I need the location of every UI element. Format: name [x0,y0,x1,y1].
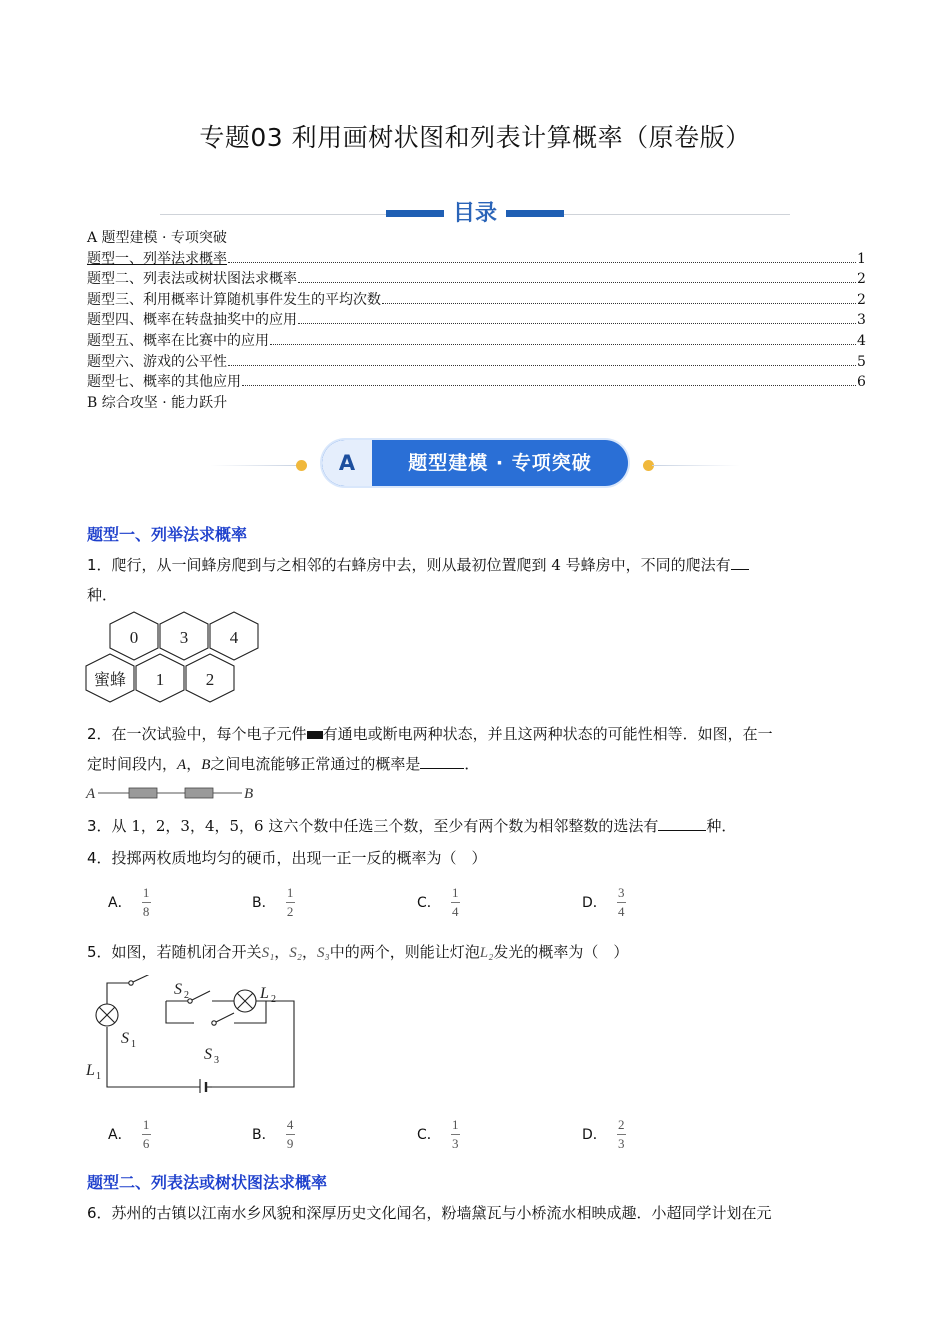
option-c[interactable] [417,1114,460,1154]
question-text: 如图，若随机闭合开关 [111,943,262,961]
answer-blank[interactable] [731,554,749,570]
toc-entry-page: 2 [857,271,866,288]
l1-subscript: 1 [96,1071,101,1082]
hex-label: 1 [155,670,165,689]
banner-text: 题型建模 · 专项突破 [408,452,592,474]
hex-label: 3 [179,628,189,647]
question-number: 2． [87,725,112,743]
s2-label: S [174,981,182,998]
question-text-end: 种． [706,817,737,835]
toc-entry[interactable] [87,331,865,352]
option-fraction: $\frac{1}{3}$ [452,1116,459,1151]
component-rect [185,788,213,798]
s2-subscript: 2 [184,990,189,1001]
table-of-contents [87,228,865,413]
option-label: A． [108,1127,132,1143]
option-b[interactable] [252,882,295,922]
toc-header-bar-left [386,210,444,217]
option-fraction: $\frac{1}{6}$ [142,1116,150,1151]
s1-label: S [121,1030,129,1047]
s1-subscript: 1 [131,1039,136,1050]
option-fraction: $\frac{3}{4}$ [618,884,625,919]
toc-leader [270,344,856,345]
option-label: B． [252,895,276,911]
s3-label: S [204,1046,212,1063]
option-b[interactable] [252,1114,295,1154]
option-label: B． [252,1127,276,1143]
answer-blank[interactable] [420,753,464,769]
option-fraction: $\frac{1}{8}$ [142,884,150,919]
toc-entry-label: 题型四、概率在转盘抽奖中的应用 [87,312,297,329]
option-fraction: $\frac{2}{3}$ [618,1116,625,1151]
ab-circuit-figure [84,782,264,804]
question-text: 爬行，从一间蜂房爬到与之相邻的右蜂房中去，则从最初位置爬到 4 号蜂房中，不同的爬法有 [111,556,731,574]
circuit-figure [84,975,304,1093]
toc-entry-label: 题型二、列表法或树状图法求概率 [87,271,297,288]
question-text: 之间电流能够正常通过的概率是 [210,755,421,773]
option-fraction: $\frac{4}{9}$ [286,1116,294,1151]
point-a-label: A [86,786,96,802]
option-label: A． [108,895,132,911]
toc-entry-page: 4 [857,332,866,349]
toc-entry-label: 题型五、概率在比赛中的应用 [87,332,269,349]
banner-pill [322,440,628,486]
toc-header [160,196,790,228]
separator: ， [186,755,202,773]
question-text: 在一次试验中，每个电子元件 [111,725,307,743]
switch-s3: S₃ [317,945,330,961]
toc-entry-label: 题型七、概率的其他应用 [87,374,241,391]
toc-header-bar-right [506,210,564,217]
question-number: 5． [87,943,112,961]
point-b-label: B [244,786,254,802]
switch-s2: S₂ [289,945,303,961]
question-text: 苏州的古镇以江南水乡风貌和深厚历史文化闻名，粉墙黛瓦与小桥流水相映成趣．小超同学计划在元 [111,1204,772,1222]
question-text: 投掷两枚质地均匀的硬币，出现一正一反的概率为（ ） [111,849,487,867]
toc-entry[interactable] [87,290,865,311]
question-number: 1． [87,556,112,574]
option-d[interactable] [582,882,626,922]
option-label: C． [417,895,441,911]
section-heading: 题型一、列举法求概率 [87,525,248,544]
toc-entry[interactable] [87,310,865,331]
toc-entry-page: 3 [857,312,866,329]
toc-header-line-right [564,214,790,215]
toc-entry-label: 题型三、利用概率计算随机事件发生的平均次数 [87,291,381,308]
switch-s1-icon [129,981,133,985]
hex-label: 0 [129,628,139,647]
banner-line-left [210,465,298,466]
question-text-end: ． [464,755,480,773]
toc-leader [298,282,856,283]
question-text: 定时间段内， [87,755,178,773]
component-rect [129,788,157,798]
toc-leader [242,385,856,386]
question-2 [87,719,867,780]
question-text: 从 1，2，3，4，5，6 这六个数中任选三个数，至少有两个数为相邻整数的选法有 [111,817,659,835]
option-label: C． [417,1127,441,1143]
toc-entry[interactable] [87,269,865,290]
toc-leader [382,303,856,304]
var-a: A [177,757,187,773]
option-a[interactable] [108,882,151,922]
component-icon [307,731,323,739]
toc-entry[interactable] [87,249,865,270]
option-a[interactable] [108,1114,151,1154]
hex-label-bee: 蜜蜂 [93,672,127,689]
option-label: D． [582,895,607,911]
option-d[interactable] [582,1114,626,1154]
banner-dot-left [296,460,307,471]
hex-label: 2 [205,670,215,689]
l2-subscript: 2 [271,994,276,1005]
question-text: 发光的概率为（ ） [493,943,629,961]
question-text: 有通电或断电两种状态，并且这两种状态的可能性相等．如图，在一 [322,725,773,743]
toc-entry[interactable] [87,372,865,393]
toc-leader [228,365,856,366]
toc-entry[interactable] [87,352,865,373]
bulb-l2: L₂ [479,945,494,961]
switch-s1: S₁ [261,945,275,961]
question-number: 6． [87,1204,112,1222]
toc-entry-page: 6 [857,374,866,391]
s3-subscript: 3 [214,1055,219,1066]
question-4-options [108,882,758,922]
option-c[interactable] [417,882,460,922]
question-number: 3． [87,817,112,835]
hex-label: 4 [229,628,239,647]
toc-header-line-left [160,214,386,215]
banner-letter: A [322,440,372,486]
honeycomb-figure [84,610,266,712]
question-4 [87,843,857,873]
toc-entry-page: 5 [857,353,866,370]
page-title: 专题03 利用画树状图和列表计算概率（原卷版） [199,123,751,152]
option-fraction: $\frac{1}{4}$ [452,884,459,919]
question-6 [87,1198,867,1228]
toc-entry-page: 1 [857,250,866,267]
question-text: 中的两个，则能让灯泡 [329,943,480,961]
toc-entry-page: 2 [857,291,866,308]
question-5-options [108,1114,758,1154]
l2-label: L [260,985,269,1002]
toc-part-b[interactable]: B 综合攻坚 · 能力跃升 [87,394,228,411]
switch-s3-icon [212,1021,216,1025]
separator: ， [302,943,318,961]
section-banner [210,440,740,490]
question-number: 4． [87,849,112,867]
answer-blank[interactable] [658,815,706,831]
question-3 [87,811,857,841]
option-label: D． [582,1127,607,1143]
toc-part-a[interactable]: A 题型建模 · 专项突破 [87,230,227,246]
question-text-end: 种． [87,586,118,604]
toc-header-label: 目录 [452,201,497,226]
toc-leader [298,323,856,324]
banner-line-right [652,465,740,466]
toc-entry-label: 题型一、列举法求概率 [87,250,227,267]
separator: ， [274,943,290,961]
section-heading: 题型二、列表法或树状图法求概率 [87,1173,328,1192]
question-1 [87,550,857,610]
question-5 [87,937,857,968]
toc-leader [228,262,856,263]
toc-entry-label: 题型六、游戏的公平性 [87,353,227,370]
l1-label: L [86,1062,95,1079]
option-fraction: $\frac{1}{2}$ [286,884,294,919]
var-b: B [201,757,211,773]
